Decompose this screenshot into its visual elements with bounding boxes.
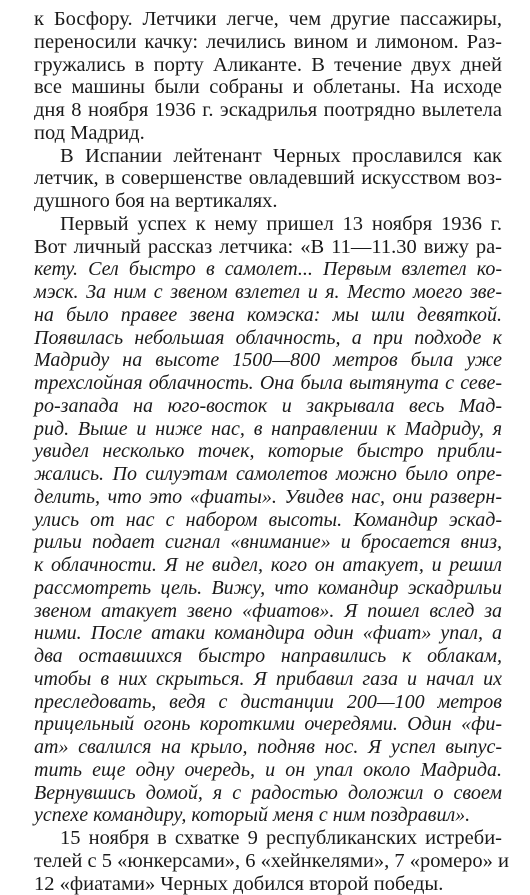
text-line: телей с 5 «юнкерсами», 6 «хейнкелями», 7 «ромеро» и <box>34 850 502 873</box>
text-line: 15 ноября в схватке 9 республиканских истреби- <box>34 827 502 850</box>
text-line: Вот личный рассказ летчика: «В 11—11.30 вижу ра- <box>34 236 502 259</box>
text-line: Мадриду на высоте 1500—800 метров была уже <box>34 349 502 372</box>
text-line: улись от нас с набором высоты. Командир эскад- <box>34 509 502 532</box>
text-line: два оставшихся быстро направились к облакам, <box>34 645 502 668</box>
paragraph <box>34 213 502 827</box>
text-line: летчик, в совершенстве овладевший искусством воз- <box>34 167 502 190</box>
text-line: трехслойная облачность. Она была вытянута с севе- <box>34 372 502 395</box>
text-line: все машины были собраны и облетаны. На исходе <box>34 76 502 99</box>
paragraph <box>34 8 502 145</box>
text-line: ро-запада на юго-восток и закрывала весь Мад- <box>34 395 502 418</box>
text-line: дня 8 ноября 1936 г. эскадрилья поотрядно вылетела <box>34 99 502 122</box>
text-line: звеном атакует звено «фиатов». Я пошел вслед за <box>34 600 502 623</box>
text-line: под Мадрид. <box>34 122 502 145</box>
text-line: успехе командиру, который меня с ним поздравил». <box>34 804 502 827</box>
text-line: рильи подает сигнал «внимание» и бросается вниз, <box>34 531 502 554</box>
text-line: душного боя на вертикалях. <box>34 190 502 213</box>
text-line: увидел несколько точек, которые быстро прибли- <box>34 440 502 463</box>
text-line: к облачности. Я не видел, кого он атакует, и решил <box>34 554 502 577</box>
text-line: 12 «фиатами» Черных добился второй победы. <box>34 873 502 895</box>
text-line: мэск. За ним с звеном взлетел и я. Место моего зве- <box>34 281 502 304</box>
text-line: Вернувшись домой, я с радостью доложил о своем <box>34 782 502 805</box>
text-line: Появилась небольшая облачность, а при подходе к <box>34 327 502 350</box>
text-line: рид. Выше и ниже нас, в направлении к Мадриду, я <box>34 418 502 441</box>
paragraph <box>34 145 502 213</box>
text-line: делить, что это «фиаты». Увидев нас, они разверн- <box>34 486 502 509</box>
text-line: к Босфору. Летчики легче, чем другие пассажиры, <box>34 8 502 31</box>
text-line: Первый успех к нему пришел 13 ноября 1936 г. <box>34 213 502 236</box>
text-line: прицельный огонь короткими очередями. Один «фи- <box>34 713 502 736</box>
text-line: ними. После атаки командира один «фиат» упал, а <box>34 622 502 645</box>
text-line: рассмотреть цель. Вижу, что командир эскадрильи <box>34 577 502 600</box>
text-column <box>34 8 502 895</box>
text-line: ат» свалился на крыло, подняв нос. Я успел выпус- <box>34 736 502 759</box>
text-line: гружались в порту Аликанте. В течение двух дней <box>34 54 502 77</box>
text-line: тить еще одну очередь, и он упал около Мадрида. <box>34 759 502 782</box>
text-line: кету. Сел быстро в самолет... Первым взлетел ко- <box>34 258 502 281</box>
text-line: на было правее звена комэска: мы шли девяткой. <box>34 304 502 327</box>
text-line: чтобы в них скрыться. Я прибавил газа и начал их <box>34 668 502 691</box>
text-line: В Испании лейтенант Черных прославился как <box>34 145 502 168</box>
text-line: жались. По силуэтам самолетов можно было опре- <box>34 463 502 486</box>
paragraph <box>34 827 502 895</box>
text-line: переносили качку: лечились вином и лимоном. Раз- <box>34 31 502 54</box>
text-line: преследовать, ведя с дистанции 200—100 метров <box>34 691 502 714</box>
